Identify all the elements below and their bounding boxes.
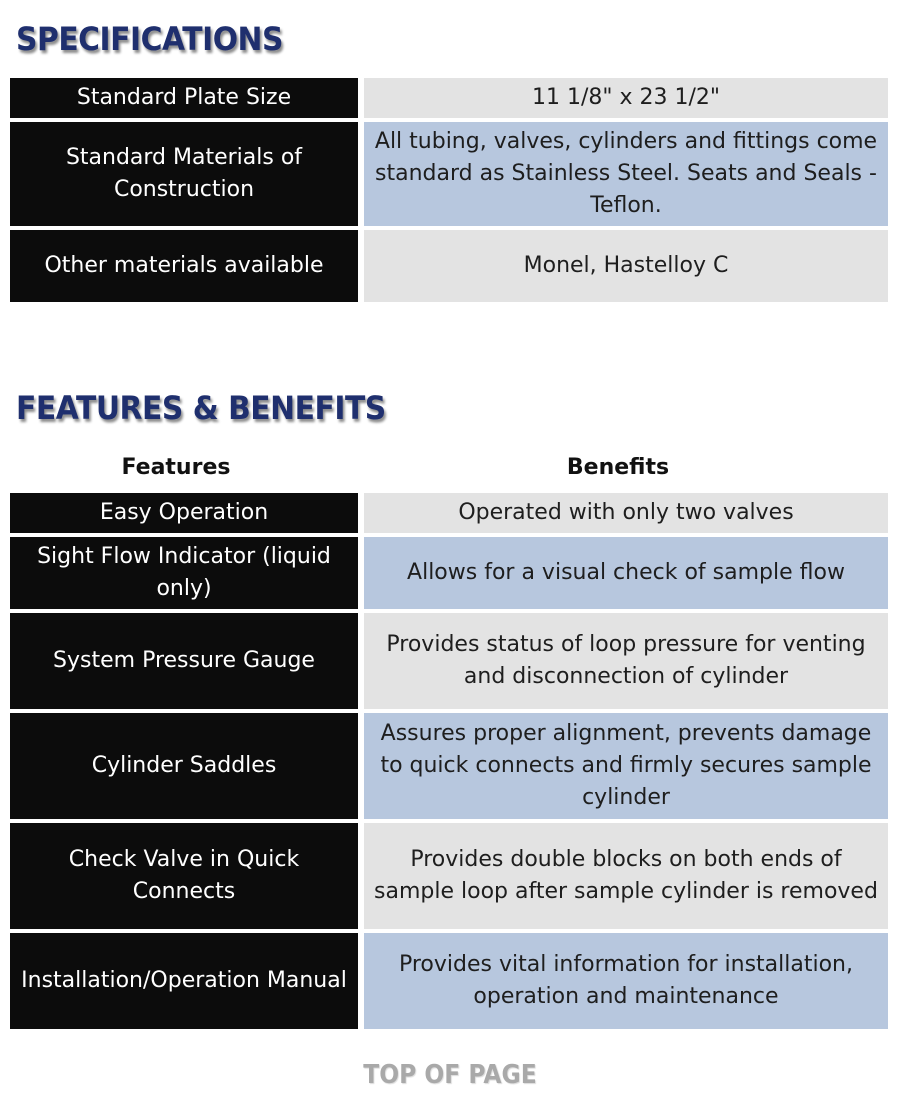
spec-label-plate-size: Standard Plate Size (10, 78, 364, 118)
benefit-cell: Assures proper alignment, prevents damage to quick connects and firmly secures sample cylinder (364, 713, 888, 819)
feature-cell: Installation/Operation Manual (10, 933, 364, 1029)
spec-label-materials: Standard Materials of Construction (10, 122, 364, 226)
table-row (10, 493, 888, 533)
feature-cell: Easy Operation (10, 493, 364, 533)
table-row (10, 78, 888, 118)
table-row (10, 933, 888, 1029)
table-row (10, 823, 888, 929)
spec-value-other-materials: Monel, Hastelloy C (364, 230, 888, 302)
table-row (10, 122, 888, 226)
feature-cell: System Pressure Gauge (10, 613, 364, 709)
benefits-column-header: Benefits (566, 455, 670, 480)
specifications-heading: SPECIFICATIONS (16, 20, 283, 58)
table-row (10, 713, 888, 819)
feature-cell: Cylinder Saddles (10, 713, 364, 819)
column-headers (10, 452, 888, 484)
features-column-header: Features (121, 455, 231, 480)
benefit-cell: Provides status of loop pressure for venting and disconnection of cylinder (364, 613, 888, 709)
specifications-table (10, 74, 888, 306)
table-row (10, 230, 888, 302)
table-row (10, 613, 888, 709)
spec-label-other-materials: Other materials available (10, 230, 364, 302)
benefit-cell: Provides double blocks on both ends of sample loop after sample cylinder is removed (364, 823, 888, 929)
top-of-page-link[interactable]: TOP OF PAGE (363, 1060, 537, 1090)
feature-cell: Check Valve in Quick Connects (10, 823, 364, 929)
feature-cell: Sight Flow Indicator (liquid only) (10, 537, 364, 609)
spec-value-materials: All tubing, valves, cylinders and fittings come standard as Stainless Steel. Seats and Seals - Teflon. (364, 122, 888, 226)
benefit-cell: Provides vital information for installation, operation and maintenance (364, 933, 888, 1029)
spec-value-plate-size: 11 1/8" x 23 1/2" (364, 78, 888, 118)
features-benefits-table (10, 489, 888, 1033)
benefit-cell: Allows for a visual check of sample flow (364, 537, 888, 609)
features-benefits-heading: FEATURES & BENEFITS (16, 389, 386, 427)
table-row (10, 537, 888, 609)
benefit-cell: Operated with only two valves (364, 493, 888, 533)
